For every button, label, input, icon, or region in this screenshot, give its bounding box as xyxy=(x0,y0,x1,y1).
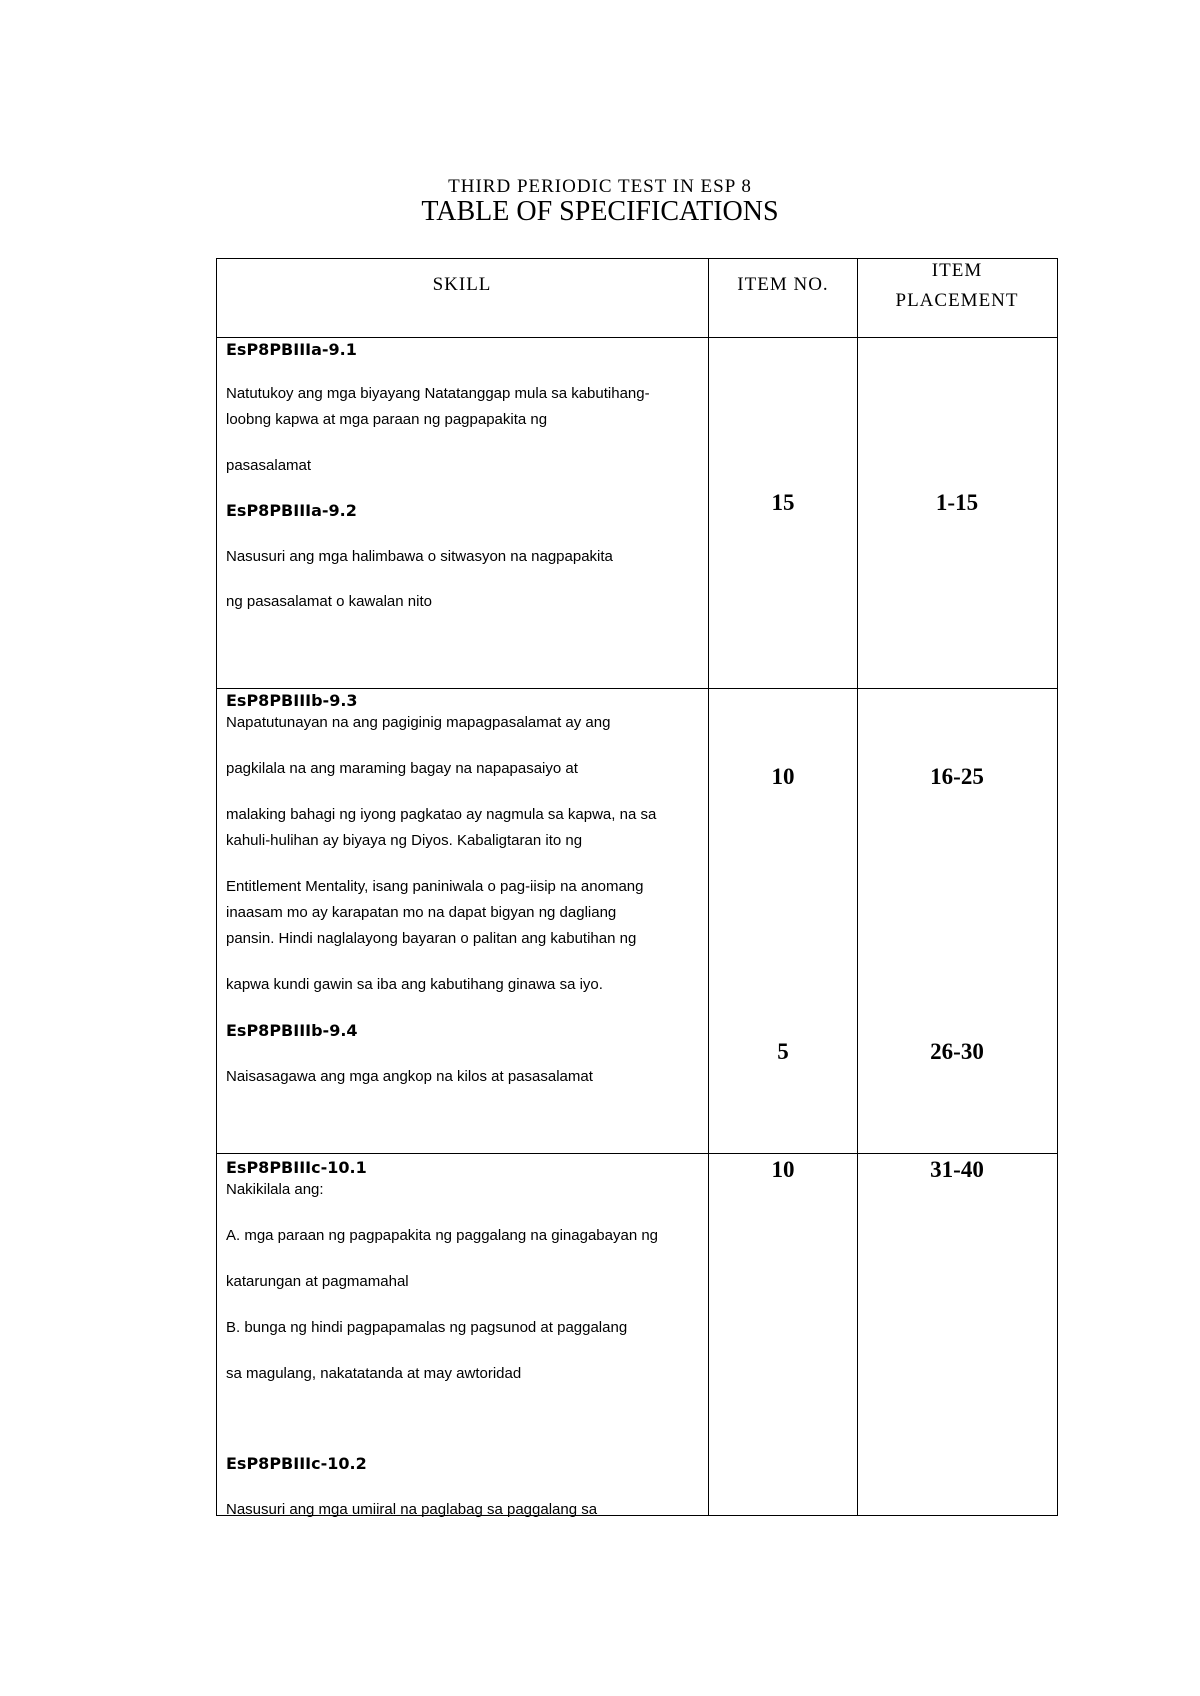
page-title: TABLE OF SPECIFICATIONS xyxy=(421,196,779,227)
skill-text: inaasam mo ay karapatan mo na dapat bigyan ng dagliang xyxy=(226,904,617,921)
skill-text: sa magulang, nakatatanda at may awtoridad xyxy=(226,1365,522,1382)
skill-text: katarungan at pagmamahal xyxy=(226,1273,409,1290)
column-divider xyxy=(857,258,858,1516)
item-no-value: 15 xyxy=(771,490,795,515)
competency-code: EsP8PBIIIc-10.1 xyxy=(226,1158,367,1177)
column-divider xyxy=(708,258,709,1516)
row-divider xyxy=(216,337,1058,338)
item-placement-value: 26-30 xyxy=(930,1039,984,1064)
item-no-value: 10 xyxy=(771,764,795,789)
skill-text: Natutukoy ang mga biyayang Natatanggap mula sa kabutihang- xyxy=(226,385,650,402)
item-placement-value: 31-40 xyxy=(930,1157,984,1182)
competency-code: EsP8PBIIIb-9.4 xyxy=(226,1021,358,1040)
header-item-no: ITEM NO. xyxy=(737,274,829,295)
skill-text: Nasusuri ang mga umiiral na paglabag sa paggalang sa xyxy=(226,1501,598,1518)
skill-text: B. bunga ng hindi pagpapamalas ng pagsunod at paggalang xyxy=(226,1319,628,1336)
skill-text: kahuli-hulihan ay biyaya ng Diyos. Kabaligtaran ito ng xyxy=(226,832,583,849)
page-subtitle: THIRD PERIODIC TEST IN ESP 8 xyxy=(448,176,752,197)
item-placement-value: 16-25 xyxy=(930,764,984,789)
competency-code: EsP8PBIIIc-10.2 xyxy=(226,1454,367,1473)
competency-code: EsP8PBIIIa-9.2 xyxy=(226,501,357,520)
header-placement-line1: ITEM xyxy=(931,260,983,281)
row-divider xyxy=(216,1153,1058,1154)
skill-text: malaking bahagi ng iyong pagkatao ay nagmula sa kapwa, na sa xyxy=(226,806,657,823)
header-placement-line2: PLACEMENT xyxy=(895,290,1019,311)
skill-text: Naisasagawa ang mga angkop na kilos at pasasalamat xyxy=(226,1068,593,1085)
competency-code: EsP8PBIIIa-9.1 xyxy=(226,340,357,359)
skill-text: pasasalamat xyxy=(226,457,312,474)
item-no-value: 5 xyxy=(777,1039,789,1064)
skill-text: ng pasasalamat o kawalan nito xyxy=(226,593,432,610)
skill-text: loobng kapwa at mga paraan ng pagpapakita ng xyxy=(226,411,548,428)
skill-text: pansin. Hindi naglalayong bayaran o palitan ang kabutihan ng xyxy=(226,930,637,947)
competency-code: EsP8PBIIIb-9.3 xyxy=(226,691,358,710)
skill-text: Nasusuri ang mga halimbawa o sitwasyon na nagpapakita xyxy=(226,548,613,565)
item-no-value: 10 xyxy=(771,1157,795,1182)
skill-text: Napatutunayan na ang pagiginig mapagpasalamat ay ang xyxy=(226,714,611,731)
row-divider xyxy=(216,688,1058,689)
skill-text: Entitlement Mentality, isang paniniwala o pag-iisip na anomang xyxy=(226,878,644,895)
skill-text: Nakikilala ang: xyxy=(226,1181,324,1198)
skill-text: A. mga paraan ng pagpapakita ng paggalang na ginagabayan ng xyxy=(226,1227,659,1244)
skill-text: pagkilala na ang maraming bagay na napapasaiyo at xyxy=(226,760,578,777)
header-skill: SKILL xyxy=(432,274,492,295)
item-placement-value: 1-15 xyxy=(935,490,979,515)
header-item-placement xyxy=(857,256,1057,316)
skill-text: kapwa kundi gawin sa iba ang kabutihang ginawa sa iyo. xyxy=(226,976,603,993)
